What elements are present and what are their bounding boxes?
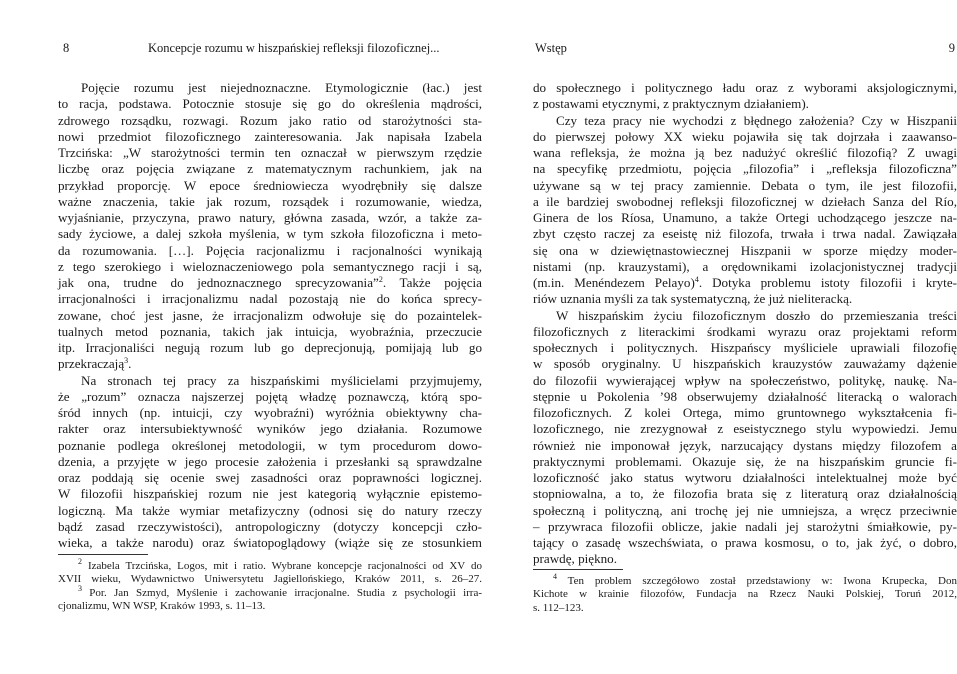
text-line: a ile bardziej swobodnej refleksji filozoficznej w dziełach Sanza del Río, (533, 193, 957, 209)
text-line: jak ona, trudne do jednoznacznego sprecyzowania”$^2$. Także pojęcia (58, 275, 482, 290)
text-line: do filozofii wywierającej wpływ na społeczeństwo, politykę, naukę. Na- (533, 372, 957, 388)
text-line: – przywraca filozofii oblicze, jakie nadali jej starożytni śmiałkowie, py- (533, 518, 957, 534)
left-body-text (58, 80, 482, 551)
text-line: przykład proporcję. W epoce średniowiecza wyodrębniły się dalsze (58, 177, 482, 193)
text-line: filozoficznych z literackimi środkami wyrazu oraz projektami reform (533, 323, 957, 339)
text-line: społecznych i politycznych. Hiszpańscy myśliciele uprawiali filozofię (533, 340, 957, 355)
text-line: w sposób oryginalny. U hiszpańskich krauzystów zauważamy dążenie (533, 356, 957, 372)
text-line: stępnie u Pokolenia ’98 obserwujemy działalność literacką o walorach (533, 388, 957, 404)
text-line: zowane, choć jest jasne, że irracjonalizm odwołuje się do pozaintelek- (58, 307, 482, 323)
text-line: praktycznymi problemami. Okazuje się, że na hiszpańskim gruncie fi- (533, 453, 957, 469)
text-line: nistami (np. krauzystami), a orędownikami izolacjonistycznej tradycji (533, 258, 957, 274)
text-line: riów uznania myśli za tak systematyczną, że już nieliteracką. (533, 291, 853, 307)
text-line: Pojęcie rozumu jest niejednoznaczne. Etymologicznie (łac.) jest (81, 80, 482, 95)
text-line: filozoficznych. Z kolei Ortega, mimo gruntownego wykształcenia fi- (533, 405, 957, 420)
text-line: dzenia, a przyjęte w jego procesie założenia i przesłanki są sprawdzalne (58, 453, 482, 469)
text-line: społeczną i polityczną, ani trochę jej nie umniejsza, a wręcz przeciwnie (533, 502, 957, 518)
footnote-line: XVII wieku, Wydawnictwo Uniwersytetu Jagiellońskiego, Kraków 2011, s. 26–27. (58, 573, 482, 586)
text-line: sady życiowe, a dalej szkoła myślenia, w tym szkoła filozoficzna i meto- (58, 226, 482, 242)
left-running-header (58, 41, 482, 57)
text-line: używane są w tej pracy zamiennie. Debata o tym, ile jest filozofii, (533, 177, 957, 193)
text-line: itp. Irracjonaliści negują rozum lub go deprecjonują, pomijają lub go (58, 340, 482, 355)
text-line: W filozofii hiszpańskiej rozum nie jest kategorią wyłącznie epistemo- (58, 486, 482, 502)
text-line: tualnych metod poznania, takich jak intuicja, wyobraźnia, przeczucie (58, 323, 482, 339)
text-line: śród innych (np. intuicji, czy wyobraźni) wyróżnia obiektywny cha- (58, 405, 482, 420)
text-line: lozoficzność jako status wytworu działalności intelektualnej może być (533, 470, 957, 485)
footnote-line: s. 112–123. (533, 601, 584, 614)
text-line: (m.in. Menéndezem Pelayo)$^4$. Dotyka problemu istoty filozofii i kryte- (533, 275, 957, 290)
left-page (58, 0, 482, 674)
text-line: lozoficznego, nie zrezygnował z eseistycznego stylu wypowiedzi. Jemu (533, 421, 957, 437)
footnote-rule (58, 554, 148, 555)
text-line: irracjonalności i irracjonalizmu nadal pozostają nie do końca sprecy- (58, 291, 482, 307)
text-line: W hiszpańskim życiu filozoficznym doszło do przemieszania treści (556, 307, 957, 323)
text-line: Na stronach tej pracy za hiszpańskimi myślicielami przyjmujemy, (81, 372, 482, 388)
text-line: się ona w dziewiętnastowiecznej Hiszpanii w sporze między moder- (533, 242, 957, 258)
text-line: zdrowego rozsądku, rozwagi. Rozum jako ratio od starożytności sta- (58, 112, 482, 128)
right-running-header (533, 41, 957, 57)
text-line: do pierwszej połowy XX wieku pojawiła się tak dojrzała i zaawanso- (533, 128, 957, 144)
text-line: wieka, a także narodu) oraz światopoglądowy (wiąże się ze stosunkiem (58, 535, 482, 550)
text-line: do społecznego i politycznego ładu oraz z wyborami aksjologicznymi, (533, 80, 957, 95)
text-line: Czy teza pracy nie wychodzi z błędnego założenia? Czy w Hiszpanii (556, 112, 957, 128)
right-page (533, 0, 957, 674)
text-line: Trzcińska: „W starożytności termin ten oznaczał w pierwszym rzędzie (58, 145, 482, 160)
footnote-line: $^2$ Izabela Trzcińska, Logos, mit i ratio. Wybrane koncepcje racjonalności od XV do (78, 557, 482, 572)
text-line: prawdę, piękno. (533, 551, 617, 567)
text-line: to racja, podstawa. Potocznie stosuje się go do określenia mądrości, (58, 96, 482, 112)
footnote-line: cjonalizmu, WN WSP, Kraków 1993, s. 11–13. (58, 599, 266, 612)
text-line: z tego szerokiego i wieloznaczeniowego pola semantycznego racji i są, (58, 258, 482, 274)
right-body-text (533, 80, 957, 568)
text-line: również nie imponował język, narzucający dystans między filozofem a (533, 437, 957, 453)
text-line: tający o zasadę wszechświata, o prawa kosmosu, o to, jak żyć, o dobro, (533, 535, 957, 550)
text-line: stopniowalna, a to, że filozofia brata się z literaturą oraz działalnością (533, 486, 957, 502)
text-line: że „rozum” oznacza najszerzej pojętą władzę poznawczą, którą spo- (58, 388, 482, 404)
footnote-line: $^3$ Por. Jan Szmyd, Myślenie i zachowanie irracjonalne. Studia z psychologii irra- (78, 583, 482, 599)
text-line: Ginera de los Ríosa, Unamuno, a także Ortegi uchodzącego jeszcze na- (533, 210, 957, 225)
text-line: wana refleksja, że można ją bez nadużyć określić filozofią? Z uwagi (533, 145, 957, 160)
text-line: przekraczają$^3$. (58, 356, 132, 372)
text-line: oraz poddają się ocenie swej zasadności oraz poprawności logicznej. (58, 470, 482, 485)
text-line: zbyt często raczej za eseistę niż filozofa, trwała i trwa nadal. Zawiązała (533, 226, 957, 242)
running-head: Koncepcje rozumu w hiszpańskiej refleksji filozoficznej... (148, 41, 440, 55)
footnote-rule (533, 569, 623, 570)
text-line: rakter oraz intersubiektywność wyników jego działania. Rozumowe (58, 421, 482, 437)
text-line: bądź zasad rzeczywistości), antropologiczny (dotyczy koncepcji czło- (58, 518, 482, 534)
page-number: 9 (948, 41, 955, 55)
footnote-line: Kichote w krainie filozofów, Fundacja na Rzecz Nauki Polskiej, Toruń 2012, (533, 588, 957, 601)
right-footnotes (533, 572, 957, 615)
text-line: da rozumowania. […]. Pojęcia racjonalizmu i racjonalności wynikają (58, 242, 482, 258)
text-line: wyjaśnianie, przyczyna, prawo natury, główna zasada, wzór, a także za- (58, 210, 482, 225)
text-line: poznanie podlega określonej metodologii, w tym procedurom dowo- (58, 437, 482, 453)
text-line: logiczną. Ma także wymiar metafizyczny (odnosi się do natury rzeczy (58, 502, 482, 518)
text-line: liczbę oraz pojęcia związane z matematycznym rachunkiem, jak na (58, 161, 482, 177)
left-footnotes (58, 557, 482, 613)
page-number: 8 (63, 41, 70, 55)
running-head: Wstęp (535, 41, 567, 55)
text-line: z postawami etycznymi, z praktycznym działaniem). (533, 96, 809, 112)
text-line: na specyfikę przedmiotu, pojęcia „filozofia” i „refleksja filozoficzna” (533, 161, 957, 177)
footnote-line: $^4$ Ten problem szczegółowo został przedstawiony w: Iwona Krupecka, Don (553, 572, 957, 587)
text-line: nowi przedmiot filozoficznego zainteresowania. Jak napisała Izabela (58, 128, 482, 144)
text-line: ważne znaczenia, takie jak rozum, rozsądek i rozumowanie, wiedza, (58, 193, 482, 209)
